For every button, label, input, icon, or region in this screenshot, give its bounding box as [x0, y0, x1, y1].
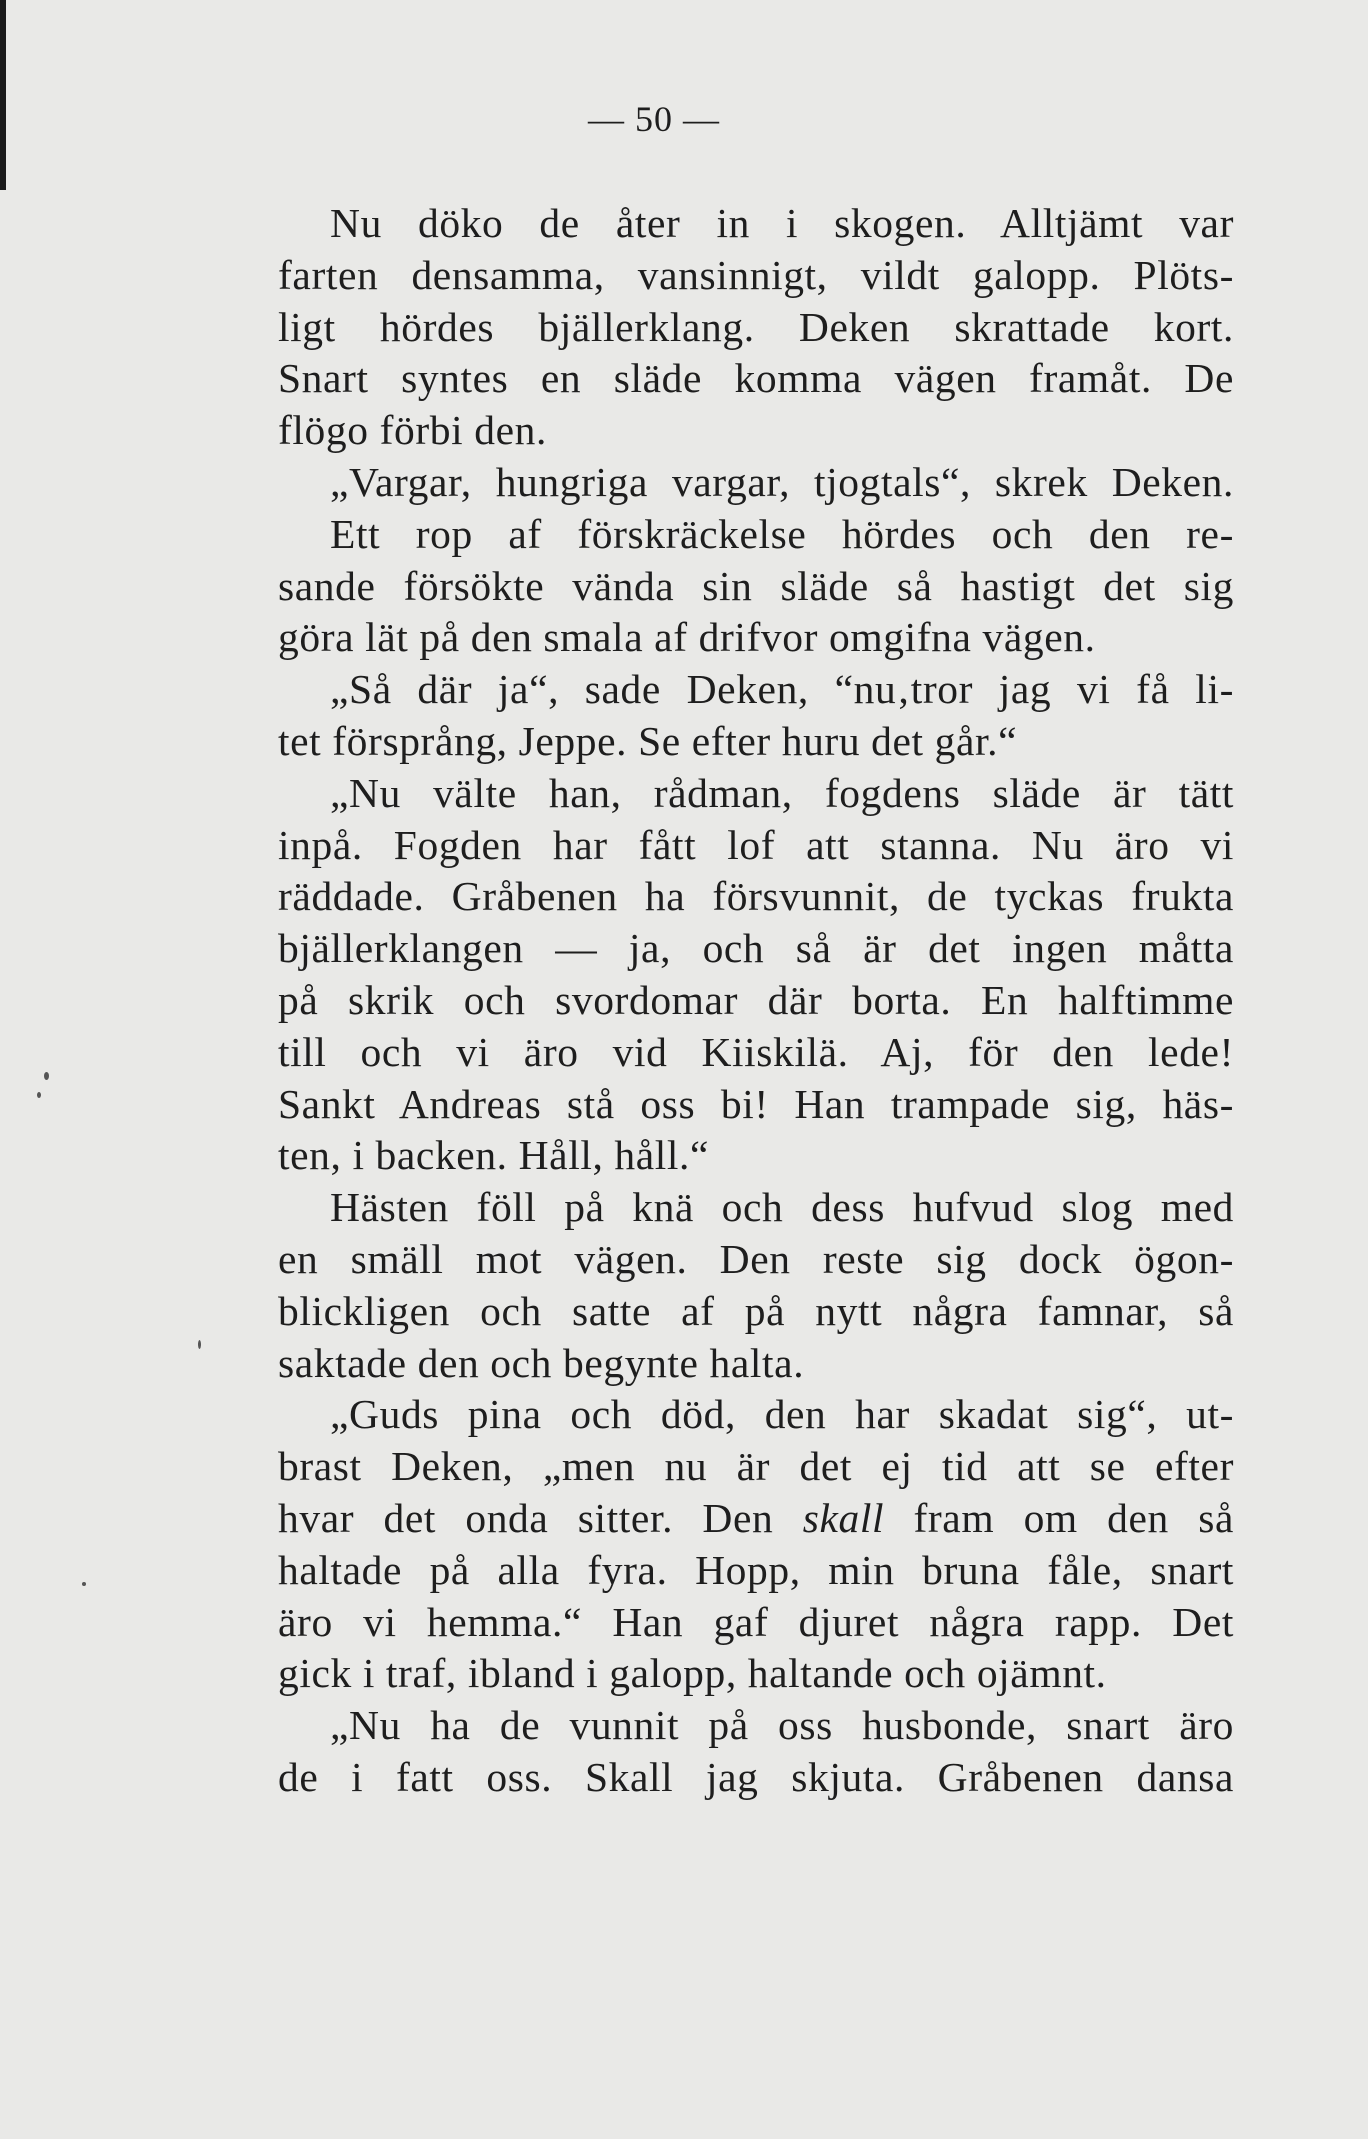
page-number: — 50 — [588, 99, 720, 139]
text-line: tet försprång, Jeppe. Se efter huru det går.“ [278, 717, 1018, 764]
print-speck [37, 1092, 41, 1098]
text-line: på skrik och svordomar där borta. En halftimme [278, 976, 1234, 1023]
text-line: bjällerklangen — ja, och så är det ingen måtta [278, 925, 1234, 972]
emphasis-word: skall [802, 1494, 885, 1541]
print-speck [44, 1072, 49, 1080]
text-line: saktade den och begynte halta. [278, 1339, 805, 1386]
text-line: ligt hördes bjällerklang. Deken skrattade kort. [278, 303, 1234, 350]
body-text [278, 198, 1234, 1804]
text-line: de i fatt oss. Skall jag skjuta. Gråbenen dansa [278, 1753, 1234, 1800]
text-line: „Guds pina och död, den har skadat sig“, ut- [330, 1391, 1234, 1438]
text-line: Hästen föll på knä och dess hufvud slog med [330, 1184, 1234, 1231]
text-line: „Så där ja“, sade Deken, “nu‚tror jag vi få li- [330, 666, 1234, 713]
text-line: gick i traf, ibland i galopp, haltande och ojämnt. [278, 1650, 1107, 1697]
text-line: „Nu ha de vunnit på oss husbonde, snart äro [330, 1702, 1234, 1749]
text-line: haltade på alla fyra. Hopp, min bruna fåle, snart [278, 1546, 1234, 1593]
text-line: Nu döko de åter in i skogen. Alltjämt var [330, 200, 1234, 246]
text-line: Sankt Andreas stå oss bi! Han trampade sig, häs- [278, 1080, 1234, 1127]
text-line: farten densamma, vansinnigt, vildt galopp. Plöts- [278, 251, 1234, 298]
text-line: „Nu välte han, rådman, fogdens släde är tätt [330, 769, 1234, 816]
print-speck [198, 1340, 201, 1349]
print-speck [82, 1582, 86, 1586]
text-line: äro vi hemma.“ Han gaf djuret några rapp. Det [278, 1598, 1234, 1645]
text-line: Ett rop af förskräckelse hördes och den re- [330, 510, 1234, 557]
page-edge-shadow [0, 0, 6, 190]
text-line: till och vi äro vid Kiiskilä. Aj, för den lede! [278, 1028, 1234, 1075]
text-line: en smäll mot vägen. Den reste sig dock ögon- [278, 1235, 1234, 1282]
text-line: ten, i backen. Håll, håll.“ [278, 1132, 710, 1179]
text-line: sande försökte vända sin släde så hastigt det sig [278, 562, 1234, 609]
text-line: „Vargar, hungriga vargar, tjogtals“, skrek Deken. [330, 458, 1234, 505]
text-line: blickligen och satte af på nytt några famnar, så [278, 1287, 1234, 1334]
text-line: inpå. Fogden har fått lof att stanna. Nu äro vi [278, 821, 1234, 868]
text-line: hvar det onda sitter. Den skall fram om den så [278, 1494, 1235, 1541]
text-line: brast Deken, „men nu är det ej tid att se efter [278, 1443, 1234, 1490]
text-line: göra lät på den smala af drifvor omgifna vägen. [278, 614, 1096, 661]
text-line: flögo förbi den. [278, 407, 547, 454]
text-line: Snart syntes en släde komma vägen framåt. De [278, 355, 1234, 402]
text-line: räddade. Gråbenen ha försvunnit, de tyckas frukta [278, 873, 1234, 920]
